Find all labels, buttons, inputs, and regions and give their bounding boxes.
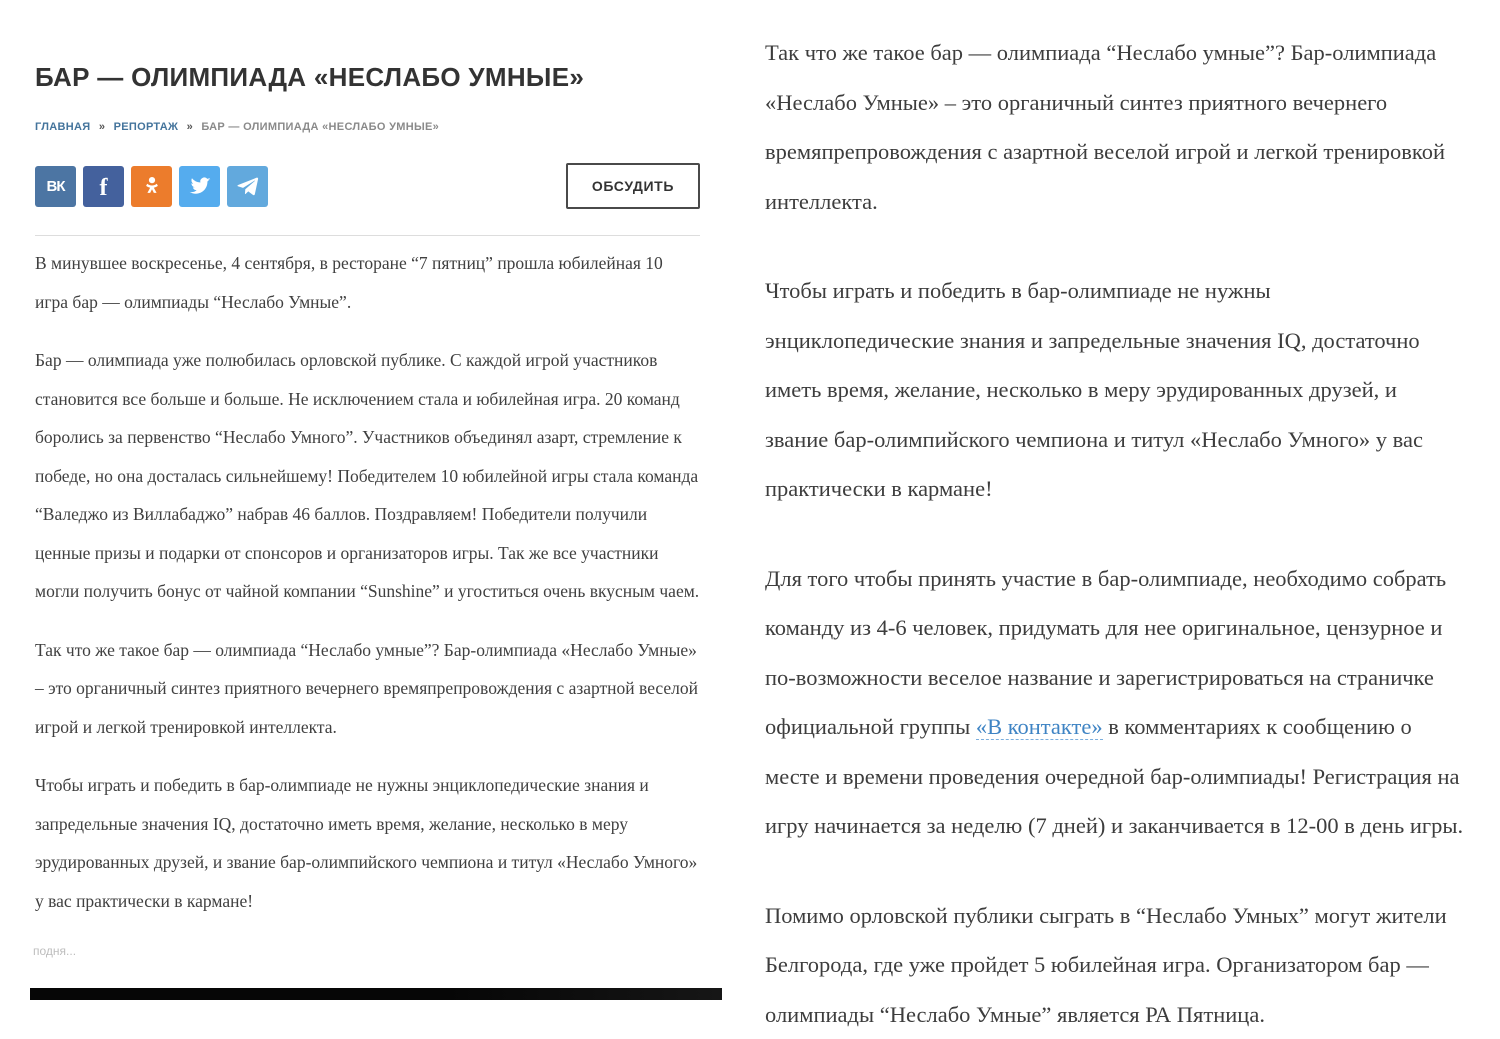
article-body <box>35 236 700 920</box>
article-continuation-column <box>735 0 1500 1000</box>
discuss-button[interactable]: ОБСУДИТЬ <box>566 163 700 209</box>
social-share-buttons <box>35 166 268 207</box>
twitter-icon <box>189 175 211 197</box>
watermark-text: подня... <box>33 944 76 958</box>
paragraph-text-after-link: в комментариях к сообщению о месте и времени проведения очередной бар-олимпиады! Регистрация на игру начинается за неделю (7 дней) и заканчивается в 12-00 в день игры. <box>765 714 1463 838</box>
twitter-share-button[interactable] <box>179 166 220 207</box>
article-paragraph-with-link <box>765 554 1465 851</box>
odnoklassniki-icon <box>141 175 163 197</box>
facebook-share-button[interactable] <box>83 166 124 207</box>
embedded-media-top-edge <box>30 988 722 1000</box>
paragraph-text-before-link: Для того чтобы принять участие в бар-олимпиаде, необходимо собрать команду из 4-6 человек, придумать для нее оригинальное, цензурное и по-возможности веселое название и зарегистрироваться на страничке официальной группы <box>765 566 1446 740</box>
article-paragraph: В минувшее воскресенье, 4 сентября, в ресторане “7 пятниц” прошла юбилейная 10 игра бар — олимпиады “Неслабо Умные”. <box>35 244 700 321</box>
breadcrumb-separator: » <box>187 121 193 133</box>
vk-share-button[interactable] <box>35 166 76 207</box>
facebook-icon: f <box>100 175 108 202</box>
breadcrumb-separator: » <box>99 121 105 133</box>
breadcrumb <box>35 121 700 133</box>
breadcrumb-home-link[interactable]: ГЛАВНАЯ <box>35 121 90 133</box>
telegram-icon <box>237 175 259 197</box>
article-paragraph: Так что же такое бар — олимпиада “Неслабо умные”? Бар-олимпиада «Неслабо Умные» – это органичный синтез приятного вечернего времяпрепровождения с азартной веселой игрой и легкой тренировкой интеллекта. <box>35 631 700 747</box>
article-paragraph: Помимо орловской публики сыграть в “Неслабо Умных” могут жители Белгорода, где уже пройдет 5 юбилейная игра. Организатором бар — олимпиады “Неслабо Умные” является РА Пятница. <box>765 891 1465 1039</box>
article-main-column <box>0 0 735 1000</box>
vkontakte-group-link[interactable]: «В контакте» <box>976 714 1103 740</box>
article-paragraph: Бар — олимпиада уже полюбилась орловской публике. С каждой игрой участников становится все больше и больше. Не исключением стала и юбилейная игра. 20 команд боролись за первенство “Неслабо Умного”. Участников объединял азарт, стремление к победе, но она досталась сильнейшему! Победителем 10 юбилейной игры стала команда “Валеджо из Виллабаджо” набрав 46 баллов. Поздравляем! Победители получили ценные призы и подарки от спонсоров и организаторов игры. Так же все участники могли получить бонус от чайной компании “Sunshine” и угоститься очень вкусным чаем. <box>35 341 700 611</box>
breadcrumb-current: БАР — ОЛИМПИАДА «НЕСЛАБО УМНЫЕ» <box>201 121 439 133</box>
breadcrumb-reportage-link[interactable]: РЕПОРТАЖ <box>114 121 179 133</box>
telegram-share-button[interactable] <box>227 166 268 207</box>
share-row <box>35 163 700 236</box>
odnoklassniki-share-button[interactable] <box>131 166 172 207</box>
article-paragraph: Так что же такое бар — олимпиада “Неслабо умные”? Бар-олимпиада «Неслабо Умные» – это органичный синтез приятного вечернего времяпрепровождения с азартной веселой игрой и легкой тренировкой интеллекта. <box>765 28 1465 226</box>
vk-icon: ВК <box>47 178 65 195</box>
page-title: БАР — ОЛИМПИАДА «НЕСЛАБО УМНЫЕ» <box>35 62 700 93</box>
article-paragraph: Чтобы играть и победить в бар-олимпиаде не нужны энциклопедические знания и запредельные значения IQ, достаточно иметь время, желание, несколько в меру эрудированных друзей, и звание бар-олимпийского чемпиона и титул «Неслабо Умного» у вас практически в кармане! <box>765 266 1465 514</box>
article-paragraph: Чтобы играть и победить в бар-олимпиаде не нужны энциклопедические знания и запредельные значения IQ, достаточно иметь время, желание, несколько в меру эрудированных друзей, и звание бар-олимпийского чемпиона и титул «Неслабо Умного» у вас практически в кармане! <box>35 766 700 920</box>
